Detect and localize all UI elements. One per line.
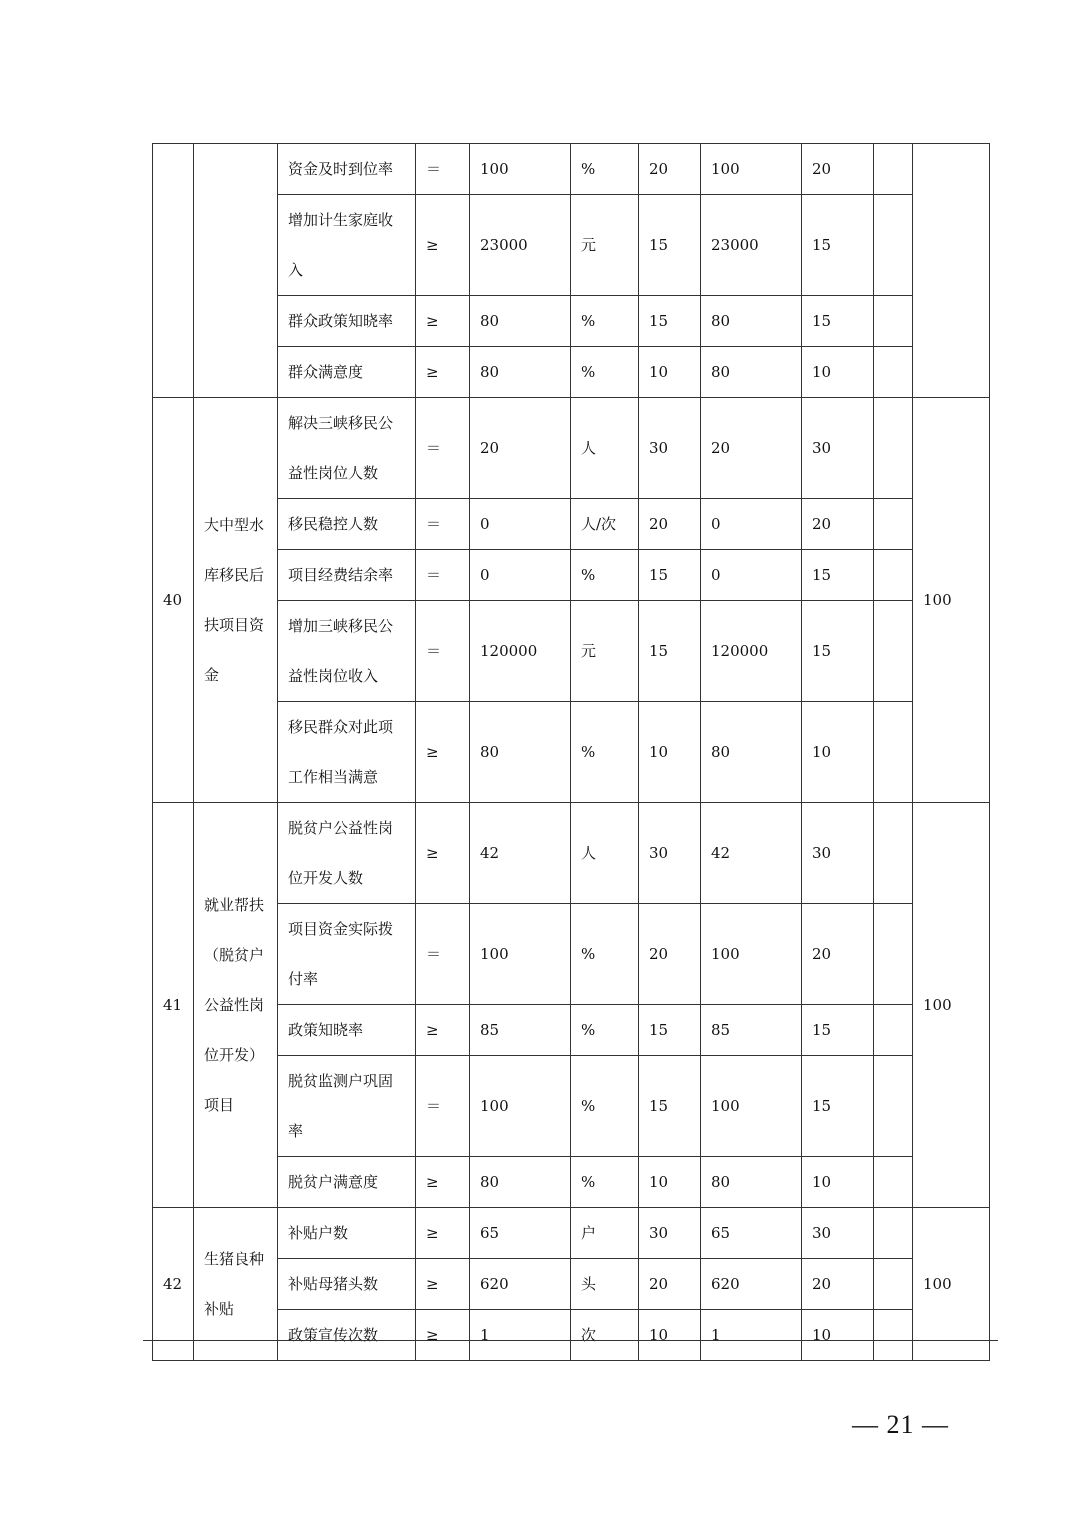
score-cell: 20: [802, 499, 874, 550]
project-total-cell: 100: [913, 803, 990, 1208]
actual-value-cell: 0: [701, 499, 802, 550]
note-cell: [874, 803, 913, 904]
note-cell: [874, 1259, 913, 1310]
table-row: [153, 803, 990, 904]
weight-cell: 20: [639, 904, 701, 1005]
operator-cell: ＝: [416, 398, 470, 499]
table-row: [153, 1157, 990, 1208]
target-value-cell: 42: [470, 803, 571, 904]
project-name-cell: 就业帮扶（脱贫户公益性岗位开发）项目: [194, 803, 278, 1208]
note-cell: [874, 1310, 913, 1361]
project-total-cell: 100: [913, 398, 990, 803]
weight-cell: 15: [639, 601, 701, 702]
score-cell: 20: [802, 1259, 874, 1310]
operator-cell: ≥: [416, 1310, 470, 1361]
unit-cell: 人/次: [571, 499, 639, 550]
unit-cell: %: [571, 550, 639, 601]
score-cell: 30: [802, 398, 874, 499]
actual-value-cell: 100: [701, 904, 802, 1005]
no-cell: [153, 144, 194, 398]
score-cell: 10: [802, 702, 874, 803]
table-row: [153, 499, 990, 550]
actual-value-cell: 65: [701, 1208, 802, 1259]
unit-cell: %: [571, 904, 639, 1005]
indicator-cell: 解决三峡移民公益性岗位人数: [278, 398, 416, 499]
score-cell: 20: [802, 144, 874, 195]
target-value-cell: 0: [470, 550, 571, 601]
actual-value-cell: 100: [701, 144, 802, 195]
actual-value-cell: 42: [701, 803, 802, 904]
target-value-cell: 80: [470, 1157, 571, 1208]
weight-cell: 10: [639, 1157, 701, 1208]
table-row: [153, 702, 990, 803]
operator-cell: ≥: [416, 1005, 470, 1056]
target-value-cell: 85: [470, 1005, 571, 1056]
score-cell: 15: [802, 601, 874, 702]
note-cell: [874, 144, 913, 195]
table-row: [153, 1208, 990, 1259]
target-value-cell: 20: [470, 398, 571, 499]
table-row: [153, 601, 990, 702]
weight-cell: 15: [639, 1056, 701, 1157]
weight-cell: 15: [639, 550, 701, 601]
note-cell: [874, 702, 913, 803]
score-cell: 10: [802, 1310, 874, 1361]
note-cell: [874, 347, 913, 398]
operator-cell: ≥: [416, 702, 470, 803]
score-cell: 10: [802, 347, 874, 398]
actual-value-cell: 620: [701, 1259, 802, 1310]
note-cell: [874, 601, 913, 702]
target-value-cell: 120000: [470, 601, 571, 702]
operator-cell: ≥: [416, 1157, 470, 1208]
actual-value-cell: 80: [701, 1157, 802, 1208]
note-cell: [874, 1005, 913, 1056]
note-cell: [874, 1056, 913, 1157]
table-row: [153, 904, 990, 1005]
weight-cell: 15: [639, 1005, 701, 1056]
table-row: [153, 1005, 990, 1056]
project-no-cell: 40: [153, 398, 194, 803]
score-cell: 15: [802, 195, 874, 296]
table-row: [153, 550, 990, 601]
score-cell: 15: [802, 296, 874, 347]
weight-cell: 15: [639, 296, 701, 347]
weight-cell: 10: [639, 347, 701, 398]
note-cell: [874, 499, 913, 550]
score-cell: 15: [802, 1056, 874, 1157]
unit-cell: %: [571, 1056, 639, 1157]
indicator-cell: 项目经费结余率: [278, 550, 416, 601]
page-number: — 21 —: [852, 1410, 949, 1439]
target-value-cell: 80: [470, 347, 571, 398]
actual-value-cell: 80: [701, 296, 802, 347]
project-total-cell: 100: [913, 1208, 990, 1361]
actual-value-cell: 0: [701, 550, 802, 601]
weight-cell: 20: [639, 1259, 701, 1310]
unit-cell: 元: [571, 195, 639, 296]
score-cell: 15: [802, 1005, 874, 1056]
note-cell: [874, 1208, 913, 1259]
note-cell: [874, 904, 913, 1005]
actual-value-cell: 80: [701, 702, 802, 803]
actual-value-cell: 23000: [701, 195, 802, 296]
project-no-cell: 42: [153, 1208, 194, 1361]
indicator-cell: 群众政策知晓率: [278, 296, 416, 347]
operator-cell: ≥: [416, 347, 470, 398]
weight-cell: 20: [639, 144, 701, 195]
project-no-cell: 41: [153, 803, 194, 1208]
unit-cell: 人: [571, 803, 639, 904]
operator-cell: ＝: [416, 499, 470, 550]
operator-cell: ＝: [416, 1056, 470, 1157]
indicator-cell: 移民稳控人数: [278, 499, 416, 550]
operator-cell: ＝: [416, 601, 470, 702]
operator-cell: ≥: [416, 296, 470, 347]
actual-value-cell: 1: [701, 1310, 802, 1361]
indicator-cell: 补贴户数: [278, 1208, 416, 1259]
indicator-cell: 政策知晓率: [278, 1005, 416, 1056]
unit-cell: %: [571, 702, 639, 803]
unit-cell: %: [571, 296, 639, 347]
performance-table: [152, 143, 990, 1361]
table-row: [153, 1310, 990, 1361]
actual-value-cell: 100: [701, 1056, 802, 1157]
weight-cell: 15: [639, 195, 701, 296]
note-cell: [874, 398, 913, 499]
score-cell: 30: [802, 803, 874, 904]
note-cell: [874, 296, 913, 347]
indicator-cell: 政策宣传次数: [278, 1310, 416, 1361]
table-bottom-rule: [143, 1340, 998, 1341]
project-name-cell: 生猪良种补贴: [194, 1208, 278, 1361]
actual-value-cell: 85: [701, 1005, 802, 1056]
unit-cell: 元: [571, 601, 639, 702]
table-row: [153, 1259, 990, 1310]
actual-value-cell: 80: [701, 347, 802, 398]
target-value-cell: 1: [470, 1310, 571, 1361]
weight-cell: 30: [639, 803, 701, 904]
table-body: [153, 144, 990, 1361]
actual-value-cell: 120000: [701, 601, 802, 702]
operator-cell: ≥: [416, 195, 470, 296]
unit-cell: %: [571, 1157, 639, 1208]
weight-cell: 20: [639, 499, 701, 550]
target-value-cell: 23000: [470, 195, 571, 296]
operator-cell: ＝: [416, 144, 470, 195]
note-cell: [874, 195, 913, 296]
operator-cell: ＝: [416, 550, 470, 601]
indicator-cell: 补贴母猪头数: [278, 1259, 416, 1310]
unit-cell: %: [571, 1005, 639, 1056]
weight-cell: 10: [639, 1310, 701, 1361]
indicator-cell: 移民群众对此项工作相当满意: [278, 702, 416, 803]
target-value-cell: 100: [470, 904, 571, 1005]
unit-cell: %: [571, 144, 639, 195]
unit-cell: 户: [571, 1208, 639, 1259]
table-row: [153, 347, 990, 398]
table-row: [153, 398, 990, 499]
weight-cell: 10: [639, 702, 701, 803]
operator-cell: ≥: [416, 1259, 470, 1310]
indicator-cell: 脱贫监测户巩固率: [278, 1056, 416, 1157]
table-row: [153, 1056, 990, 1157]
actual-value-cell: 20: [701, 398, 802, 499]
target-value-cell: 65: [470, 1208, 571, 1259]
operator-cell: ≥: [416, 1208, 470, 1259]
unit-cell: 人: [571, 398, 639, 499]
indicator-cell: 资金及时到位率: [278, 144, 416, 195]
target-value-cell: 80: [470, 702, 571, 803]
table-row: [153, 144, 990, 195]
indicator-cell: 脱贫户满意度: [278, 1157, 416, 1208]
indicator-cell: 脱贫户公益性岗位开发人数: [278, 803, 416, 904]
score-cell: 15: [802, 550, 874, 601]
score-cell: 30: [802, 1208, 874, 1259]
project-name-cell: [194, 144, 278, 398]
table-row: [153, 296, 990, 347]
indicator-cell: 增加三峡移民公益性岗位收入: [278, 601, 416, 702]
table-row: [153, 195, 990, 296]
project-name-cell: 大中型水库移民后扶项目资金: [194, 398, 278, 803]
indicator-cell: 增加计生家庭收入: [278, 195, 416, 296]
target-value-cell: 100: [470, 1056, 571, 1157]
score-cell: 10: [802, 1157, 874, 1208]
operator-cell: ＝: [416, 904, 470, 1005]
score-cell: 20: [802, 904, 874, 1005]
target-value-cell: 100: [470, 144, 571, 195]
target-value-cell: 0: [470, 499, 571, 550]
target-value-cell: 620: [470, 1259, 571, 1310]
indicator-cell: 项目资金实际拨付率: [278, 904, 416, 1005]
unit-cell: 次: [571, 1310, 639, 1361]
total-cell: [913, 144, 990, 398]
weight-cell: 30: [639, 1208, 701, 1259]
target-value-cell: 80: [470, 296, 571, 347]
note-cell: [874, 550, 913, 601]
unit-cell: %: [571, 347, 639, 398]
weight-cell: 30: [639, 398, 701, 499]
note-cell: [874, 1157, 913, 1208]
indicator-cell: 群众满意度: [278, 347, 416, 398]
operator-cell: ≥: [416, 803, 470, 904]
unit-cell: 头: [571, 1259, 639, 1310]
